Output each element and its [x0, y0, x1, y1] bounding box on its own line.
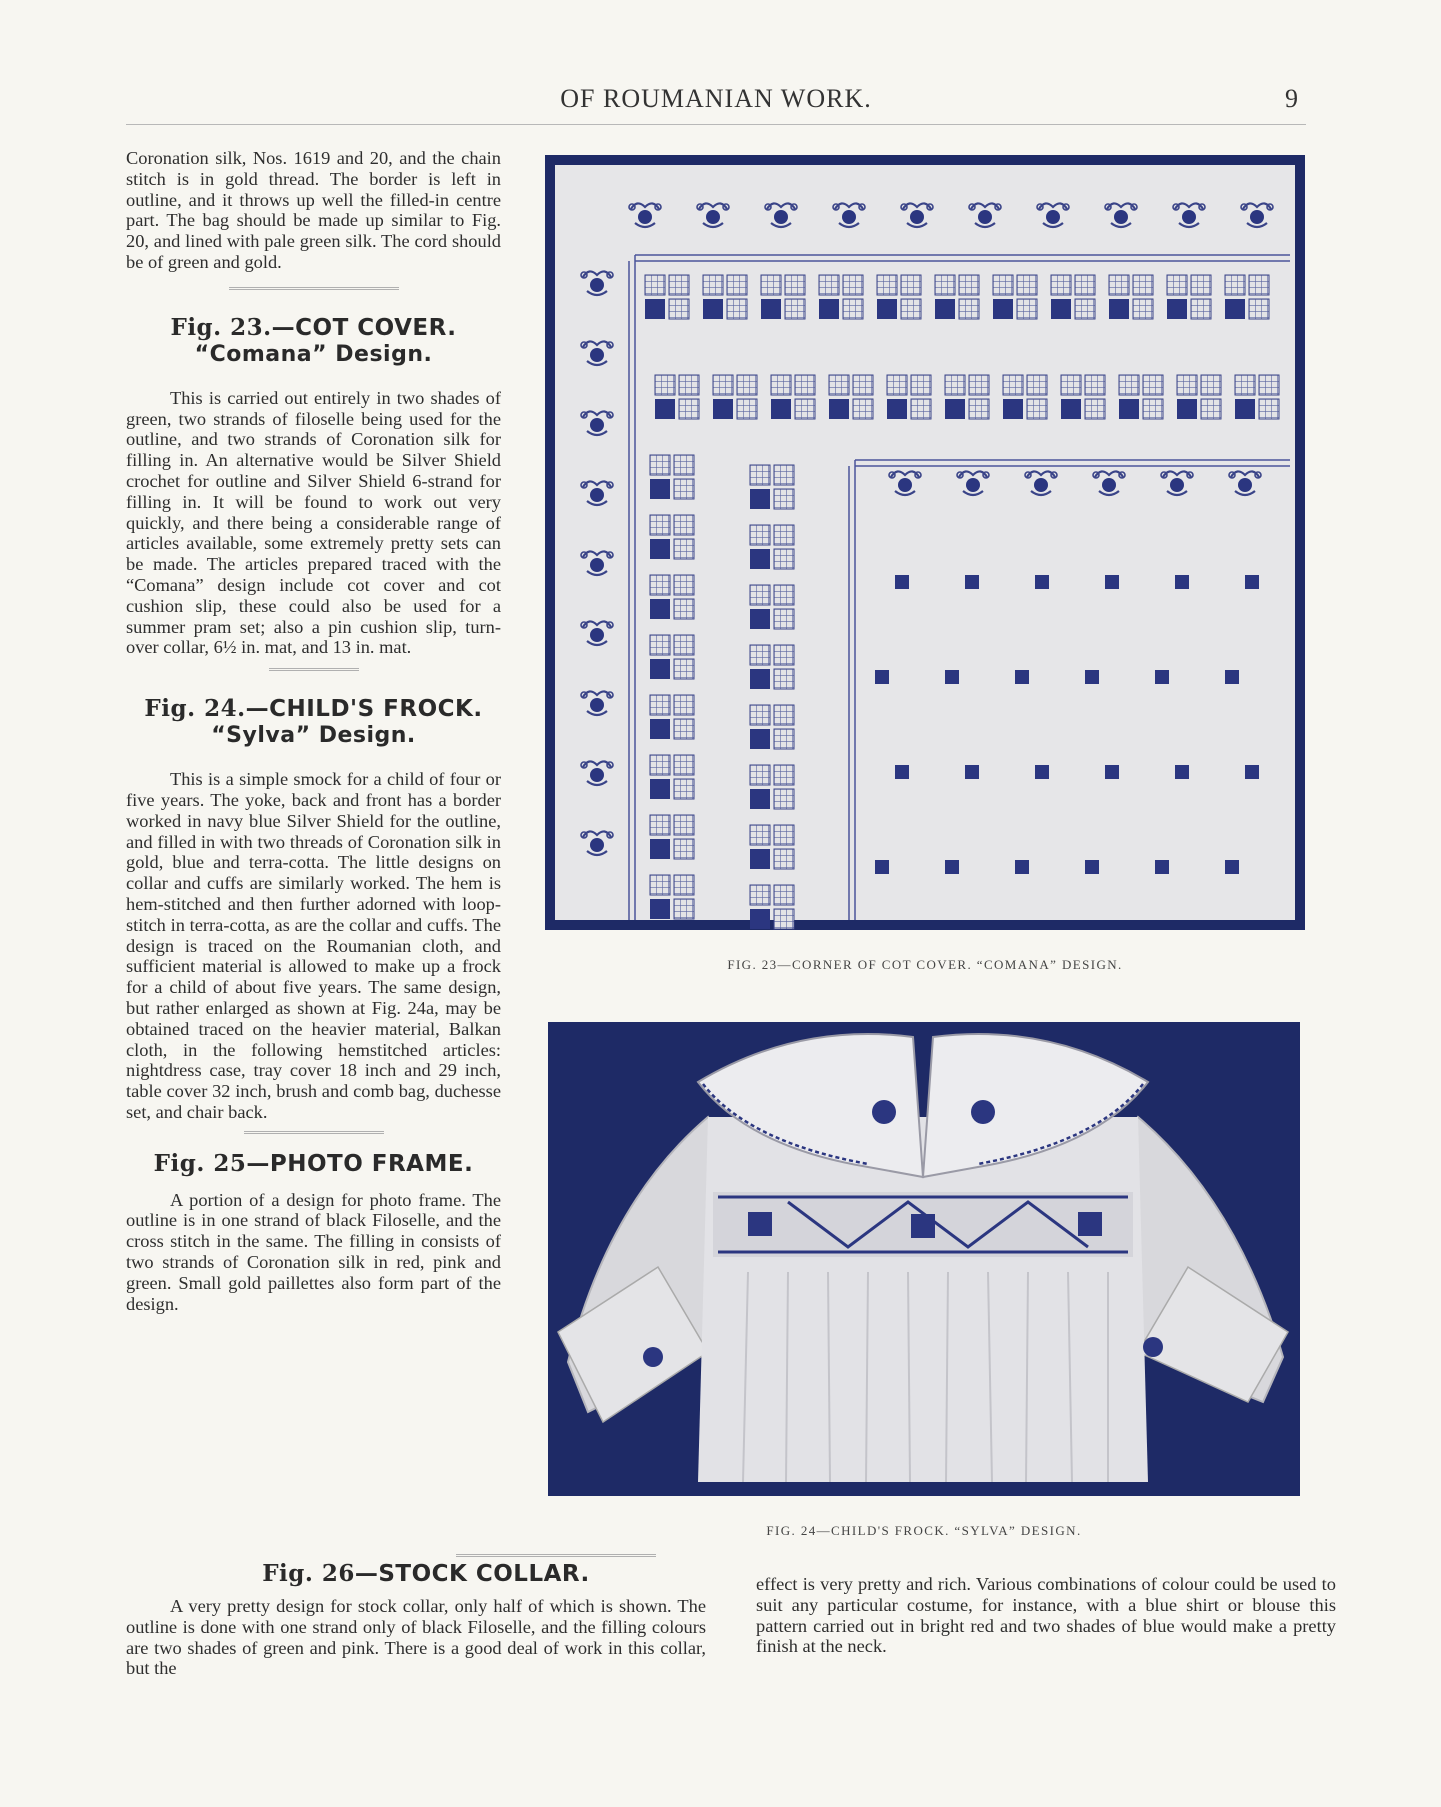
intro-paragraph: Coronation silk, Nos. 1619 and 20, and the chain stitch is in gold thread. The border is left in outline, and it throws up well the filled-in centre part. The bag should be made up similar to Fig. 20, and lined with pale green silk. The cord should be of green and gold. [126, 148, 501, 272]
fig24-section [126, 695, 501, 1123]
dot-motif [1015, 860, 1029, 874]
dot-motif [965, 765, 979, 779]
fig26-paragraph-right: effect is very pretty and rich. Various combinations of colour could be used to suit any particular costume, for instance, with a blue shirt or blouse this pattern carried out in bright red and two shades of blue would make a pretty finish at the neck. [756, 1574, 1336, 1657]
dot-motif [1085, 860, 1099, 874]
dot-motif [945, 860, 959, 874]
page-number: 9 [1285, 84, 1298, 113]
fig26-left-column [126, 1560, 706, 1679]
dot-motif [1085, 670, 1099, 684]
fig26-right-column [756, 1574, 1336, 1657]
cot-cover-illustration [545, 155, 1305, 930]
dot-motif [1035, 575, 1049, 589]
section-divider [269, 668, 359, 671]
section-divider [229, 287, 399, 290]
header-rule [126, 124, 1306, 125]
fig23-caption: FIG. 23—CORNER OF COT COVER. “COMANA” DESIGN. [727, 957, 1123, 972]
fig24-photo [548, 1022, 1300, 1496]
fig23-photo [545, 155, 1305, 930]
running-title: OF ROUMANIAN WORK. [560, 84, 872, 113]
fig26-section [126, 1560, 1336, 1760]
dot-motif [895, 575, 909, 589]
running-head [126, 84, 1306, 118]
dot-motif [1155, 860, 1169, 874]
fig23-section [126, 314, 501, 658]
fig25-heading: Fig. 25—PHOTO FRAME. [153, 1149, 474, 1177]
fig24-paragraph: This is a simple smock for a child of four or five years. The yoke, back and front has a border worked in navy blue Silver Shield for the outline, and filled in with two threads of Coronation silk in gold, blue and terra-cotta. The little designs on collar and cuffs are similarly worked. The hem is hem-stitched and then further adorned with loop-stitch in terra-cotta, as are the collar and cuffs. The design is traced on the Roumanian cloth, and sufficient material is allowed to make up a frock for a child of about five years. The same design, but rather enlarged as shown at Fig. 24a, may be obtained traced on the heavier material, Balkan cloth, in the following hemstitched articles: nightdress case, tray cover 18 inch and 29 inch, table cover 32 inch, brush and comb bag, duchesse set, and chair back. [126, 769, 501, 1122]
dot-motif [945, 670, 959, 684]
fig26-heading: Fig. 26—STOCK COLLAR. [262, 1560, 590, 1587]
dot-motif [1105, 765, 1119, 779]
dot-motif [875, 860, 889, 874]
fig23-paragraph: This is carried out entirely in two shades of green, two strands of filoselle being used for the outline, and two strands of Coronation silk for filling in. An alternative would be Silver Shield crochet for outline and Silver Shield 6-strand for filling in. It will be found to work out very quickly, and there being a considerable range of articles available, some extremely pretty sets can be made. The articles prepared traced with the “Comana” design include cot cover and cot cushion slip, these could also be used for a summer pram set; also a pin cushion slip, turn-over collar, 6½ in. mat, and 13 in. mat. [126, 387, 501, 658]
dot-motif [965, 575, 979, 589]
dot-motif [1175, 575, 1189, 589]
fig24-heading: Fig. 24.—CHILD'S FROCK. [144, 695, 483, 723]
fig26-paragraph-left: A very pretty design for stock collar, only half of which is shown. The outline is done with one strand only of black Filoselle, and the filling colours are two shades of green and pink. There is a good deal of work in this collar, but the [126, 1596, 706, 1679]
dot-motif [1155, 670, 1169, 684]
child-frock-illustration [548, 1022, 1300, 1496]
fig23-heading: Fig. 23.—COT COVER. [170, 313, 457, 341]
dot-motif [895, 765, 909, 779]
dot-motif [1245, 575, 1259, 589]
fig24-design-name: “Sylva” Design. [211, 723, 416, 749]
dot-motif [875, 670, 889, 684]
dot-motif [1035, 765, 1049, 779]
dot-motif [1225, 860, 1239, 874]
dot-motif [1015, 670, 1029, 684]
dot-motif [1105, 575, 1119, 589]
dot-motif [1245, 765, 1259, 779]
dot-motif [1225, 670, 1239, 684]
fig25-section [126, 1150, 501, 1315]
left-column [126, 148, 501, 1314]
dot-motif [1175, 765, 1189, 779]
section-divider [456, 1554, 656, 1557]
fig24-caption: FIG. 24—CHILD'S FROCK. “SYLVA” DESIGN. [766, 1523, 1082, 1538]
section-divider [244, 1131, 384, 1134]
fig23-design-name: “Comana” Design. [194, 341, 433, 367]
fig25-paragraph: A portion of a design for photo frame. The outline is in one strand of black Filoselle, and the cross stitch in the same. The filling in consists of two strands of Coronation silk in red, pink and green. Small gold paillettes also form part of the design. [126, 1189, 501, 1314]
